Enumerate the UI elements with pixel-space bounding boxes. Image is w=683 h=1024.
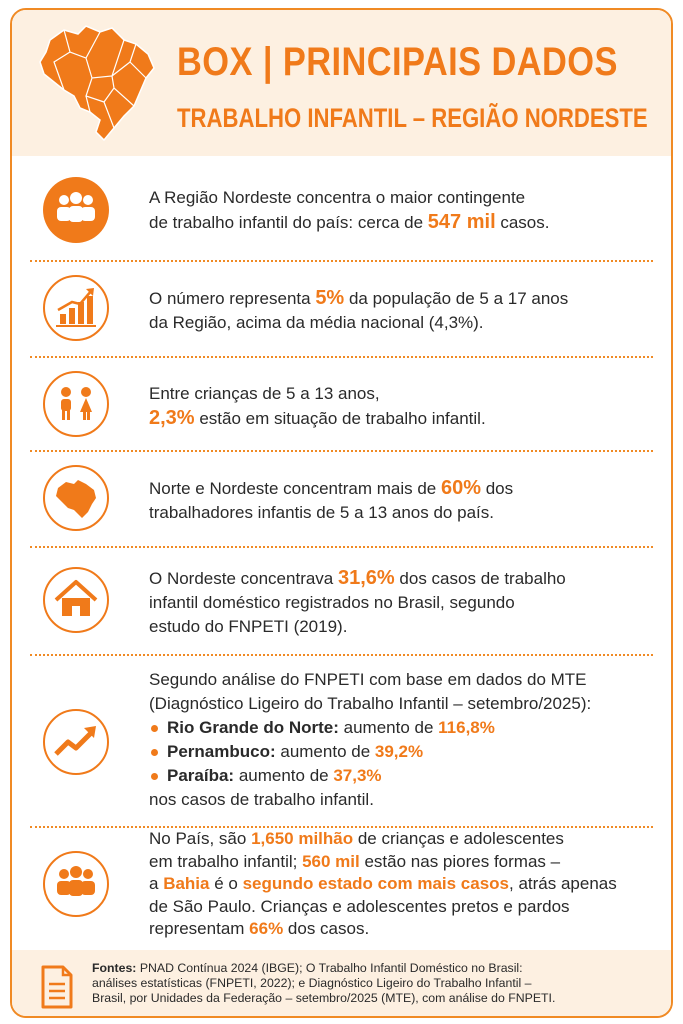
highlight-value: 31,6%	[337, 567, 395, 589]
sources-footer	[12, 950, 671, 1018]
highlight-value: 560 mil	[302, 851, 360, 871]
highlight-value: 116,8%	[438, 718, 495, 737]
highlight-value: 2,3%	[149, 407, 195, 429]
highlight-value: 37,3%	[333, 766, 382, 785]
people-crowd-icon	[42, 850, 110, 918]
children-icon	[42, 370, 110, 438]
trend-up-arrow-icon	[42, 708, 110, 776]
highlight-value: 66%	[249, 919, 284, 938]
brazil-map-icon	[30, 18, 162, 150]
highlight-value: 5%	[315, 287, 345, 309]
bar-chart-growth-icon	[42, 274, 110, 342]
item-text: No País, são 1,650 milhão de crianças e adolescentes em trabalho infantil; 560 mil estão nas piores formas – a Bahia é o segundo estado com mais casos, atrás apenas de São Paulo. Crianças e adolescentes pretos e pardos representam 66% dos casos.	[149, 829, 617, 938]
highlight-value: 39,2%	[374, 742, 424, 761]
document-icon	[40, 964, 74, 1010]
item-text: Segundo análise do FNPETI com base em dados do MTE (Diagnóstico Ligeiro do Trabalho Infantil – setembro/2025): Rio Grande do Norte: aumento de 116,8% Pernambuco: aumento de 39,2% Paraíba: aumento de 37,3% nos casos de trabalho infantil.	[149, 668, 653, 812]
highlight-value: 60%	[440, 477, 481, 499]
list-item	[12, 656, 671, 826]
item-text: Entre crianças de 5 a 13 anos, 2,3% estão em situação de trabalho infantil.	[149, 384, 486, 429]
house-icon	[42, 566, 110, 634]
list-item	[12, 358, 671, 450]
bullet-item: Rio Grande do Norte: aumento de 116,8%	[149, 716, 653, 740]
page-subtitle: TRABALHO INFANTIL – REGIÃO NORDESTE	[177, 103, 648, 133]
page-title: BOX | PRINCIPAIS DADOS	[177, 40, 618, 84]
highlight-value: 547 mil	[427, 211, 496, 233]
item-text: O Nordeste concentrava 31,6% dos casos de trabalho infantil doméstico registrados no Brasil, segundo estudo do FNPETI (2019).	[149, 567, 566, 636]
infographic-box	[10, 8, 673, 1018]
item-text: O número representa 5% da população de 5 a 17 anos da Região, acima da média nacional (4,3%).	[149, 287, 569, 332]
list-item	[12, 156, 671, 260]
list-item	[12, 262, 671, 354]
highlight-value: Bahia	[163, 874, 210, 893]
item-text: A Região Nordeste concentra o maior contingente de trabalho infantil do país: cerca de 547 mil casos.	[149, 188, 550, 233]
header	[12, 10, 671, 156]
sources-text: Fontes: PNAD Contínua 2024 (IBGE); O Trabalho Infantil Doméstico no Brasil: análises estatísticas (FNPETI, 2022); e Diagnóstico Ligeiro do Trabalho Infantil – Brasil, por Unidades da Federação – setembro/2025 (MTE), com análise do FNPETI.	[92, 961, 556, 1005]
item-text: Norte e Nordeste concentram mais de 60% dos trabalhadores infantis de 5 a 13 anos do país.	[149, 477, 514, 522]
list-item	[12, 548, 671, 654]
brazil-map-icon	[42, 464, 110, 532]
highlight-value: 1,650 milhão	[251, 829, 354, 848]
bullet-item: Pernambuco: aumento de 39,2%	[149, 740, 653, 764]
bullet-item: Paraíba: aumento de 37,3%	[149, 764, 653, 788]
list-item	[12, 452, 671, 546]
list-item	[12, 828, 671, 950]
people-group-icon	[42, 176, 110, 244]
highlight-value: segundo estado com mais casos	[242, 874, 509, 893]
